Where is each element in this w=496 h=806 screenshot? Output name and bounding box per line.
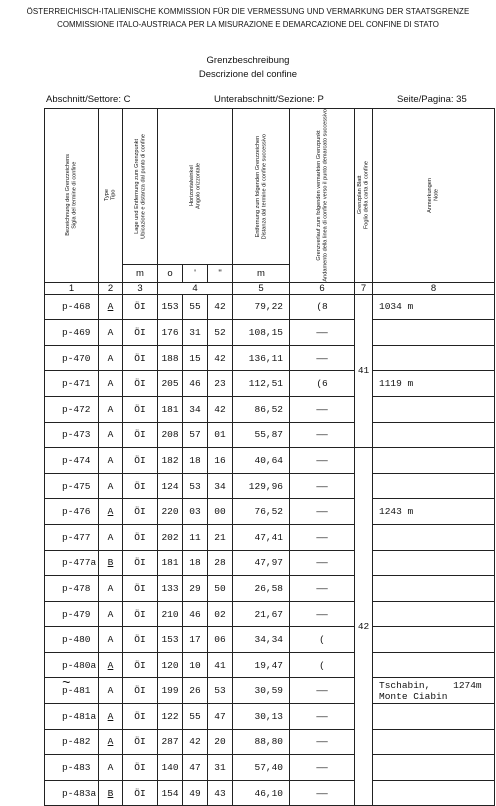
marker-location: ÖI xyxy=(123,499,158,525)
boundary-marker-id: p-481a xyxy=(45,704,99,730)
boundary-marker-id: p-480 xyxy=(45,627,99,653)
page-label: Seite/Pagina: xyxy=(397,94,454,105)
boundary-course: —— xyxy=(290,396,355,422)
sheet-number: 41 xyxy=(355,294,373,448)
distance-value: 136,11 xyxy=(233,345,290,371)
angle-minutes: 46 xyxy=(183,601,208,627)
marker-location: ÖI xyxy=(123,396,158,422)
boundary-marker-id: p-481 xyxy=(45,678,99,704)
marker-type: A xyxy=(99,704,123,730)
angle-degrees: 199 xyxy=(158,678,183,704)
angle-seconds: 20 xyxy=(208,729,233,755)
angle-minutes: 34 xyxy=(183,396,208,422)
table-row xyxy=(45,396,495,422)
column-number: 2 xyxy=(99,282,123,294)
marker-type: A xyxy=(99,371,123,397)
distance-value: 57,40 xyxy=(233,755,290,781)
header-type: Type Tipo xyxy=(99,109,123,283)
note-cell xyxy=(373,422,495,448)
boundary-marker-id: p-479 xyxy=(45,601,99,627)
angle-minutes: 46 xyxy=(183,371,208,397)
distance-value: 19,47 xyxy=(233,652,290,678)
distance-value: 88,80 xyxy=(233,729,290,755)
boundary-course: —— xyxy=(290,755,355,781)
table-row xyxy=(45,371,495,397)
header-angle: Horizontalwinkel Angolo orizzontale xyxy=(158,109,233,265)
document-title-de: Grenzbeschreibung xyxy=(206,55,290,66)
angle-degrees: 120 xyxy=(158,652,183,678)
angle-seconds: 34 xyxy=(208,473,233,499)
distance-value: 40,64 xyxy=(233,448,290,474)
note-cell xyxy=(373,473,495,499)
angle-seconds: 42 xyxy=(208,294,233,320)
marker-location: ÖI xyxy=(123,601,158,627)
marker-location: ÖI xyxy=(123,524,158,550)
header-distance: Entfernung zum folgenden Grenzzeichen Distanza dal termine di confine successivo xyxy=(233,109,290,265)
boundary-course: —— xyxy=(290,704,355,730)
header-row xyxy=(45,109,495,265)
marker-location: ÖI xyxy=(123,678,158,704)
note-cell: 1119 m xyxy=(373,371,495,397)
boundary-course: —— xyxy=(290,422,355,448)
commission-title-de: ÖSTERREICHISCH-ITALIENISCHE KOMMISSION FÜR DIE VERMESSUNG UND VERMARKUNG DER STAATSGRENZE xyxy=(26,6,470,16)
boundary-course: (6 xyxy=(290,371,355,397)
boundary-marker-id: p-476 xyxy=(45,499,99,525)
section-label: Abschnitt/Settore: xyxy=(46,94,121,105)
angle-seconds: 01 xyxy=(208,422,233,448)
table-row xyxy=(45,755,495,781)
angle-degrees: 154 xyxy=(158,780,183,806)
boundary-marker-id: p-472 xyxy=(45,396,99,422)
unit-degrees: o xyxy=(158,264,183,282)
marker-location: ÖI xyxy=(123,576,158,602)
table-row xyxy=(45,345,495,371)
marker-type: A xyxy=(99,345,123,371)
table-row xyxy=(45,524,495,550)
angle-degrees: 220 xyxy=(158,499,183,525)
marker-type: A xyxy=(99,729,123,755)
note-cell xyxy=(373,729,495,755)
note-cell: 1243 m xyxy=(373,499,495,525)
angle-seconds: 00 xyxy=(208,499,233,525)
distance-value: 26,58 xyxy=(233,576,290,602)
boundary-course: —— xyxy=(290,524,355,550)
distance-value: 112,51 xyxy=(233,371,290,397)
boundary-course: —— xyxy=(290,576,355,602)
boundary-marker-id: p-478 xyxy=(45,576,99,602)
angle-seconds: 42 xyxy=(208,345,233,371)
boundary-course: (8 xyxy=(290,294,355,320)
boundary-course: —— xyxy=(290,448,355,474)
distance-value: 47,41 xyxy=(233,524,290,550)
angle-seconds: 42 xyxy=(208,396,233,422)
boundary-marker-id: p-471 xyxy=(45,371,99,397)
subsection-value: P xyxy=(317,94,324,105)
distance-value: 86,52 xyxy=(233,396,290,422)
angle-seconds: 50 xyxy=(208,576,233,602)
angle-seconds: 21 xyxy=(208,524,233,550)
table-row xyxy=(45,704,495,730)
angle-seconds: 43 xyxy=(208,780,233,806)
marker-type: B xyxy=(99,780,123,806)
angle-minutes: 55 xyxy=(183,704,208,730)
angle-degrees: 181 xyxy=(158,550,183,576)
note-cell: Tschabin, 1274m Monte Ciabin xyxy=(373,678,495,704)
boundary-marker-id: p-474 xyxy=(45,448,99,474)
boundary-marker-id: p-468 xyxy=(45,294,99,320)
boundary-marker-id: p-475 xyxy=(45,473,99,499)
distance-value: 21,67 xyxy=(233,601,290,627)
angle-minutes: 57 xyxy=(183,422,208,448)
angle-degrees: 287 xyxy=(158,729,183,755)
unit-minutes: ' xyxy=(183,264,208,282)
column-number: 1 xyxy=(45,282,99,294)
page-field xyxy=(397,94,467,105)
distance-value: 76,52 xyxy=(233,499,290,525)
marker-type: B xyxy=(99,550,123,576)
angle-seconds: 06 xyxy=(208,627,233,653)
note-cell: 1034 m xyxy=(373,294,495,320)
angle-seconds: 02 xyxy=(208,601,233,627)
distance-value: 108,15 xyxy=(233,320,290,346)
angle-minutes: 11 xyxy=(183,524,208,550)
marker-type: A xyxy=(99,576,123,602)
page-value: 35 xyxy=(456,94,467,105)
marker-location: ÖI xyxy=(123,780,158,806)
subsection-field xyxy=(214,94,324,105)
marker-location: ÖI xyxy=(123,320,158,346)
table-row xyxy=(45,729,495,755)
angle-degrees: 181 xyxy=(158,396,183,422)
angle-minutes: 55 xyxy=(183,294,208,320)
table-row xyxy=(45,652,495,678)
note-cell xyxy=(373,524,495,550)
table-row xyxy=(45,627,495,653)
column-number-row xyxy=(45,282,495,294)
note-cell xyxy=(373,704,495,730)
table-row xyxy=(45,422,495,448)
boundary-course: —— xyxy=(290,320,355,346)
marker-type: A xyxy=(99,678,123,704)
header-designation: Bezeichnung des Grenzzeichens Sigla del termine di confine xyxy=(45,109,99,283)
marker-type: A xyxy=(99,448,123,474)
column-number: 7 xyxy=(355,282,373,294)
angle-seconds: 53 xyxy=(208,678,233,704)
angle-minutes: 18 xyxy=(183,550,208,576)
angle-minutes: 26 xyxy=(183,678,208,704)
unit-seconds: " xyxy=(208,264,233,282)
boundary-marker-id: p-470 xyxy=(45,345,99,371)
marker-type: A xyxy=(99,294,123,320)
angle-degrees: 182 xyxy=(158,448,183,474)
section-field xyxy=(46,94,131,105)
angle-degrees: 205 xyxy=(158,371,183,397)
distance-value: 129,96 xyxy=(233,473,290,499)
note-cell xyxy=(373,396,495,422)
angle-minutes: 29 xyxy=(183,576,208,602)
handwritten-mark: ~ xyxy=(62,674,71,690)
marker-location: ÖI xyxy=(123,729,158,755)
angle-seconds: 47 xyxy=(208,704,233,730)
marker-location: ÖI xyxy=(123,550,158,576)
angle-seconds: 31 xyxy=(208,755,233,781)
section-value: C xyxy=(123,94,131,105)
boundary-marker-id: p-469 xyxy=(45,320,99,346)
boundary-course: ( xyxy=(290,652,355,678)
marker-location: ÖI xyxy=(123,704,158,730)
angle-degrees: 210 xyxy=(158,601,183,627)
boundary-marker-id: p-483a xyxy=(45,780,99,806)
distance-value: 47,97 xyxy=(233,550,290,576)
angle-degrees: 176 xyxy=(158,320,183,346)
distance-value: 46,10 xyxy=(233,780,290,806)
angle-degrees: 153 xyxy=(158,294,183,320)
marker-location: ÖI xyxy=(123,652,158,678)
note-cell xyxy=(373,627,495,653)
distance-value: 30,59 xyxy=(233,678,290,704)
marker-type: A xyxy=(99,396,123,422)
angle-seconds: 23 xyxy=(208,371,233,397)
document-title-it: Descrizione del confine xyxy=(198,69,298,80)
boundary-course: —— xyxy=(290,780,355,806)
header-location: Lage und Entfernung zum Grenzpunkt Ubicazione e distanza dal punto di confine xyxy=(123,109,158,265)
angle-minutes: 18 xyxy=(183,448,208,474)
angle-degrees: 202 xyxy=(158,524,183,550)
angle-minutes: 17 xyxy=(183,627,208,653)
angle-degrees: 208 xyxy=(158,422,183,448)
note-cell xyxy=(373,601,495,627)
distance-value: 30,13 xyxy=(233,704,290,730)
boundary-marker-id: p-483 xyxy=(45,755,99,781)
angle-minutes: 03 xyxy=(183,499,208,525)
table-row xyxy=(45,780,495,806)
table-row xyxy=(45,294,495,320)
header-course: Grenzverlauf zum folgenden vermarkten Grenzpunkt Andamento della linea di confine verso il punto demarcato successivo xyxy=(290,109,355,283)
marker-type: A xyxy=(99,601,123,627)
angle-minutes: 31 xyxy=(183,320,208,346)
marker-location: ÖI xyxy=(123,448,158,474)
note-cell xyxy=(373,780,495,806)
distance-value: 79,22 xyxy=(233,294,290,320)
sheet-number: 42 xyxy=(355,448,373,806)
boundary-course: —— xyxy=(290,678,355,704)
table-row xyxy=(45,550,495,576)
boundary-course: —— xyxy=(290,499,355,525)
marker-type: A xyxy=(99,320,123,346)
note-cell xyxy=(373,550,495,576)
angle-minutes: 49 xyxy=(183,780,208,806)
boundary-course: —— xyxy=(290,550,355,576)
boundary-marker-id: p-477 xyxy=(45,524,99,550)
note-cell xyxy=(373,448,495,474)
angle-minutes: 53 xyxy=(183,473,208,499)
marker-type: A xyxy=(99,652,123,678)
boundary-course: —— xyxy=(290,473,355,499)
column-number: 3 xyxy=(123,282,158,294)
angle-seconds: 52 xyxy=(208,320,233,346)
angle-seconds: 28 xyxy=(208,550,233,576)
marker-location: ÖI xyxy=(123,345,158,371)
table-row xyxy=(45,576,495,602)
angle-seconds: 41 xyxy=(208,652,233,678)
angle-seconds: 16 xyxy=(208,448,233,474)
marker-location: ÖI xyxy=(123,371,158,397)
column-number: 8 xyxy=(373,282,495,294)
table-row xyxy=(45,320,495,346)
angle-minutes: 10 xyxy=(183,652,208,678)
marker-type: A xyxy=(99,473,123,499)
marker-location: ÖI xyxy=(123,422,158,448)
angle-degrees: 188 xyxy=(158,345,183,371)
table-row xyxy=(45,499,495,525)
boundary-marker-id: p-473 xyxy=(45,422,99,448)
note-cell xyxy=(373,755,495,781)
boundary-marker-id: p-477a xyxy=(45,550,99,576)
column-number: 4 xyxy=(158,282,233,294)
marker-type: A xyxy=(99,627,123,653)
table-row xyxy=(45,678,495,704)
table-row xyxy=(45,601,495,627)
header-sheet: Grenzplan Blatt Foglio della carta di confine xyxy=(355,109,373,283)
note-cell xyxy=(373,576,495,602)
marker-type: A xyxy=(99,499,123,525)
angle-degrees: 133 xyxy=(158,576,183,602)
angle-degrees: 153 xyxy=(158,627,183,653)
boundary-course: —— xyxy=(290,601,355,627)
table-row xyxy=(45,473,495,499)
table-body xyxy=(45,294,495,806)
marker-location: ÖI xyxy=(123,755,158,781)
header-notes: Anmerkungen Note xyxy=(373,109,495,283)
angle-minutes: 42 xyxy=(183,729,208,755)
boundary-marker-id: p-480a xyxy=(45,652,99,678)
boundary-course: —— xyxy=(290,729,355,755)
note-cell xyxy=(373,652,495,678)
distance-value: 34,34 xyxy=(233,627,290,653)
unit-distance: m xyxy=(233,264,290,282)
marker-location: ÖI xyxy=(123,294,158,320)
marker-type: A xyxy=(99,524,123,550)
note-cell xyxy=(373,345,495,371)
boundary-table xyxy=(44,108,495,806)
boundary-marker-id: p-482 xyxy=(45,729,99,755)
angle-minutes: 47 xyxy=(183,755,208,781)
table-row xyxy=(45,448,495,474)
marker-type: A xyxy=(99,755,123,781)
marker-location: ÖI xyxy=(123,627,158,653)
column-number: 5 xyxy=(233,282,290,294)
angle-minutes: 15 xyxy=(183,345,208,371)
commission-title-it: COMMISSIONE ITALO-AUSTRIACA PER LA MISURAZIONE E DEMARCAZIONE DEL CONFINE DI STATO xyxy=(57,19,439,29)
note-cell xyxy=(373,320,495,346)
boundary-course: ( xyxy=(290,627,355,653)
angle-degrees: 140 xyxy=(158,755,183,781)
column-number: 6 xyxy=(290,282,355,294)
unit-location: m xyxy=(123,264,158,282)
angle-degrees: 124 xyxy=(158,473,183,499)
subsection-label: Unterabschnitt/Sezione: xyxy=(214,94,315,105)
marker-location: ÖI xyxy=(123,473,158,499)
angle-degrees: 122 xyxy=(158,704,183,730)
boundary-course: —— xyxy=(290,345,355,371)
marker-type: A xyxy=(99,422,123,448)
distance-value: 55,87 xyxy=(233,422,290,448)
